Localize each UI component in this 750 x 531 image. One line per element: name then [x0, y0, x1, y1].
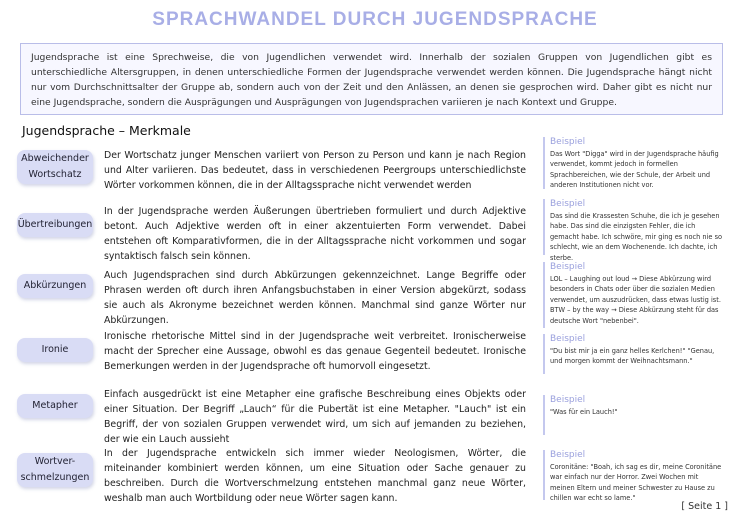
- page-number: [ Seite 1 ]: [681, 501, 728, 512]
- example-heading: Beispiel: [550, 199, 586, 209]
- feature-label-wortschatz: Abweichender Wortschatz: [17, 150, 93, 184]
- example-text: Das Wort "Digga" wird in der Jugendsprache häufig verwendet, kommt jedoch in formellen Sprachbereichen, wie der Schule, der Arbeit und anderen Institutionen nicht vor.: [550, 150, 719, 190]
- example-box-metapher: [543, 395, 725, 435]
- example-heading: Beispiel: [550, 395, 586, 405]
- section-title: Jugendsprache – Merkmale: [22, 123, 191, 138]
- example-box-uebertreibungen: [543, 199, 725, 262]
- feature-label-uebertreibungen: Übertreibungen: [17, 213, 93, 237]
- example-box-wortverschmelzungen: [543, 450, 725, 503]
- feature-text-ironie: Ironische rhetorische Mittel sind in der Jugendsprache weit verbreitet. Ironischerweise macht der Sprecher eine Aussage, obwohl es das genaue Gegenteil bedeutet. Ironische Bemerkungen werden in der Jugendsprache oft humorvoll eingesetzt.: [104, 331, 526, 372]
- example-heading: Beispiel: [550, 262, 586, 272]
- feature-text-wortverschmelzungen: In der Jugendsprache entwickeln sich immer wieder Neologismen, Wörter, die miteinander kombiniert werden können, um eine Situation oder Sache genauer zu beschreiben. Durch die Wortverschmelzung entstehen manchmal ganz neue Wörter, weshalb man auch Wortbildung oder neue Wörter sagen kann.: [104, 448, 526, 504]
- feature-text-metapher: Einfach ausgedrückt ist eine Metapher eine grafische Beschreibung eines Objekts oder einer Situation. Der Begriff „Lauch“ für die Pubertät ist eine Metapher. "Lauch" ist ein Begriff, der von sozialen Gruppen verwendet wird, um sich auf jemanden zu beziehen, der wie ein Lauch aussieht: [104, 389, 526, 445]
- page-title: SPRACHWANDEL DURCH JUGENDSPRACHE: [152, 9, 598, 30]
- feature-label-wortverschmelzungen: Wortver-schmelzungen: [17, 453, 93, 487]
- feature-text-wortschatz: Der Wortschatz junger Menschen variiert von Person zu Person und kann je nach Region und Alter variieren. Das bedeutet, dass in verschiedenen Peergroups unterschiedlichste Wörter vorkommen können, die in der Alltagssprache nicht verwendet werden: [104, 150, 526, 191]
- example-text: LOL – Laughing out loud → Diese Abkürzung wird besonders in Chats oder über die sozialen Medien verwendet, um auszudrücken, dass etwas lustig ist. BTW – by the way → Diese Abkürzung steht für das deutsche Wort "nebenbei".: [550, 275, 721, 325]
- feature-label-abkuerzungen: Abkürzungen: [17, 274, 93, 298]
- example-box-wortschatz: [543, 137, 725, 189]
- feature-text-uebertreibungen: In der Jugendsprache werden Äußerungen übertrieben formuliert und durch Adjektive betont. Auch Adjektive werden oft in einer akzentuierten Form verwendet. Dabei entstehen oft Komparativformen, die in der Alltagssprache nicht vorkommen und sogar syntaktisch falsch sein können.: [104, 206, 526, 262]
- example-heading: Beispiel: [550, 334, 586, 344]
- example-text: Das sind die Krassesten Schuhe, die ich je gesehen habe. Das sind die einzigsten Fehler, die ich gemacht habe. Ich schwöre, mir ging es noch nie so schlecht, wie an dem Wochenende. Ich dachte, ich sterbe.: [550, 212, 723, 262]
- example-box-abkuerzungen: [543, 262, 725, 328]
- feature-label-ironie: Ironie: [17, 338, 93, 362]
- intro-box: [20, 43, 723, 115]
- example-text: "Was für ein Lauch!": [550, 408, 618, 416]
- example-text: Coronitäne: "Boah, ich sag es dir, meine Coronitäne war einfach nur der Horror. Zwei Wochen mit meinen Eltern und meiner Schwester zu Hause zu chillen war echt so lame.": [550, 463, 722, 503]
- intro-text: Jugendsprache ist eine Sprechweise, die von Jugendlichen verwendet wird. Innerhalb der sozialen Gruppen von Jugendlichen gibt es unterschiedliche Altersgruppen, in denen unterschiedliche Formen der Jugendsprache verwendet werden können. Die Jugendsprache hängt nicht nur vom Durchschnittsalter der Gruppe ab, sondern auch von der Zeit und den Anlässen, an denen sie gesprochen wird. Daher gibt es nicht nur eine Jugendsprache, sondern die Ausprägungen und Ausprägungen von Jugendsprachen variieren je nach Kontext und Gruppe.: [31, 52, 712, 108]
- example-box-ironie: [543, 334, 725, 374]
- example-heading: Beispiel: [550, 137, 586, 147]
- example-text: "Du bist mir ja ein ganz helles Kerlchen!" "Genau, und morgen kommt der Weihnachtsmann.": [550, 347, 715, 366]
- example-heading: Beispiel: [550, 450, 586, 460]
- feature-text-abkuerzungen: Auch Jugendsprachen sind durch Abkürzungen gekennzeichnet. Lange Begriffe oder Phrasen werden oft durch ihren Anfangsbuchstaben in einer Version abgekürzt, sodass sie auch als Akronyme bezeichnet werden können. Manchmal sind ganze Wörter nur Abkürzungen.: [104, 270, 526, 326]
- feature-label-metapher: Metapher: [17, 394, 93, 418]
